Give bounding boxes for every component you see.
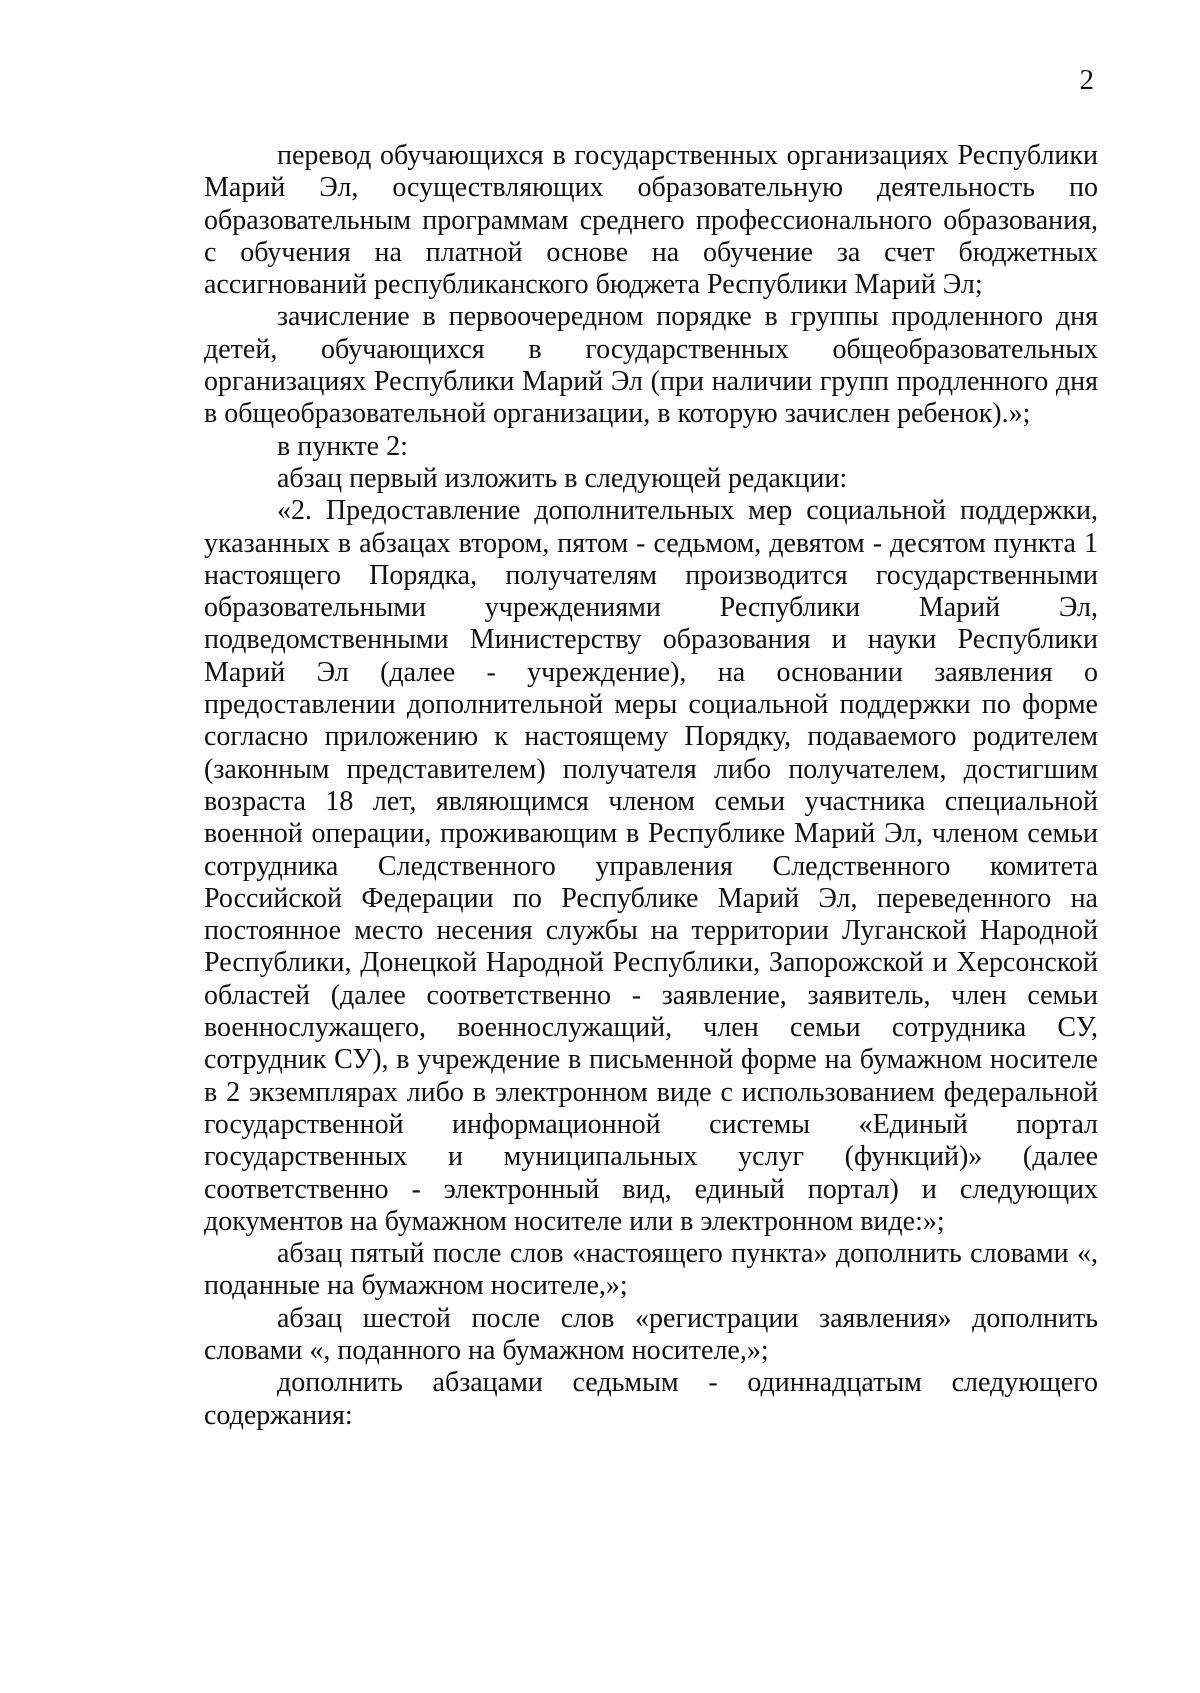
paragraph: «2. Предоставление дополнительных мер социальной поддержки, указанных в абзацах втором, пятом - седьмом, девятом - десятом пункта 1 настоящего Порядка, получателям производится государственными образовательными учреждениями Республики Марий Эл, подведомственными Министерству образования и науки Республики Марий Эл (далее - учреждение), на основании заявления о предоставлении дополнительной меры социальной поддержки по форме согласно приложению к настоящему Порядку, подаваемого родителем (законным представителем) получателя либо получателем, достигшим возраста 18 лет, являющимся членом семьи участника специальной военной операции, проживающим в Республике Марий Эл, членом семьи сотрудника Следственного управления Следственного комитета Российской Федерации по Республике Марий Эл, переведенного на постоянное место несения службы на территории Луганской Народной Республики, Донецкой Народной Республики, Запорожской и Херсонской областей (далее соответственно - заявление, заявитель, член семьи военнослужащего, военнослужащий, член семьи сотрудника СУ, сотрудник СУ), в учреждение в письменной форме на бумажном носителе в 2 экземплярах либо в электронном виде с использованием федеральной государственной информационной системы «Единый портал государственных и муниципальных услуг (функций)» (далее соответственно - электронный вид, единый портал) и следующих документов на бумажном носителе или в электронном виде:»;	[204, 495, 1098, 1237]
page-number: 2	[1079, 64, 1094, 96]
paragraph: зачисление в первоочередном порядке в группы продленного дня детей, обучающихся в государственных общеобразовательных организациях Республики Марий Эл (при наличии групп продленного дня в общеобразовательной организации, в которую зачислен ребенок).»;	[204, 301, 1098, 430]
paragraph: перевод обучающихся в государственных организациях Республики Марий Эл, осуществляющих образовательную деятельность по образовательным программам среднего профессионального образования, с обучения на платной основе на обучение за счет бюджетных ассигнований республиканского бюджета Республики Марий Эл;	[204, 140, 1098, 301]
document-body	[204, 140, 1098, 1432]
paragraph: абзац шестой после слов «регистрации заявления» дополнить словами «, поданного на бумажном носителе,»;	[204, 1302, 1098, 1366]
paragraph: абзац пятый после слов «настоящего пункта» дополнить словами «, поданные на бумажном носителе,»;	[204, 1238, 1098, 1302]
paragraph: абзац первый изложить в следующей редакции:	[277, 462, 848, 494]
paragraph: в пункте 2:	[277, 430, 408, 462]
paragraph: дополнить абзацами седьмым - одиннадцатым следующего содержания:	[204, 1367, 1098, 1431]
